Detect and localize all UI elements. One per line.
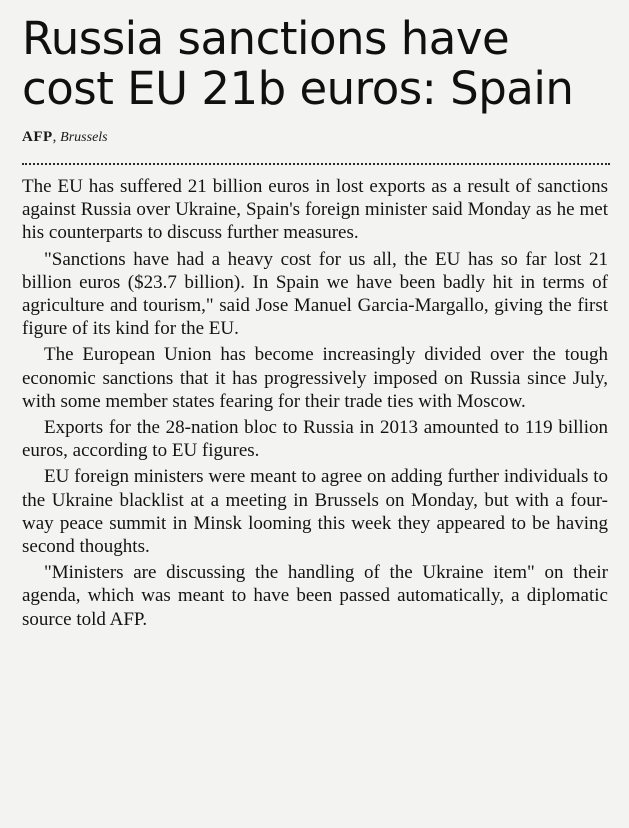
paragraph-6: "Ministers are discussing the handling of the Ukraine item" on their agenda, which was meant to have been passed automatically, a diplomatic source told AFP. (22, 562, 608, 630)
paragraph-3: The European Union has become increasingly divided over the tough economic sanctions that it has progressively imposed on Russia since July, with some member states fearing for their trade ties with Moscow. (22, 344, 608, 412)
paragraph-2: "Sanctions have had a heavy cost for us all, the EU has so far lost 21 billion euros ($23.7 billion). In Spain we have been badly hit in terms of agriculture and tourism," said Jose Manuel Garcia-Margallo, giving the first figure of its kind for the EU. (22, 248, 608, 340)
byline-dateline: Brussels (60, 130, 108, 145)
paragraph-4: Exports for the 28-nation bloc to Russia in 2013 amounted to 119 billion euros, according to EU figures. (22, 417, 608, 462)
article-body (22, 175, 608, 631)
byline-agency: AFP (22, 129, 53, 145)
dotted-divider (22, 163, 610, 165)
byline-separator: , (52, 129, 57, 145)
headline: Russia sanctions have cost EU 21b euros: Spain (22, 12, 574, 115)
paragraph-1: The EU has suffered 21 billion euros in lost exports as a result of sanctions against Russia over Ukraine, Spain's foreign minister said Monday as he met his counterparts to discuss further measures. (22, 176, 608, 244)
paragraph-5: EU foreign ministers were meant to agree on adding further individuals to the Ukraine blacklist at a meeting in Brussels on Monday, but with a four-way peace summit in Minsk looming this week they appeared to be having second thoughts. (22, 466, 608, 558)
byline (22, 128, 609, 147)
